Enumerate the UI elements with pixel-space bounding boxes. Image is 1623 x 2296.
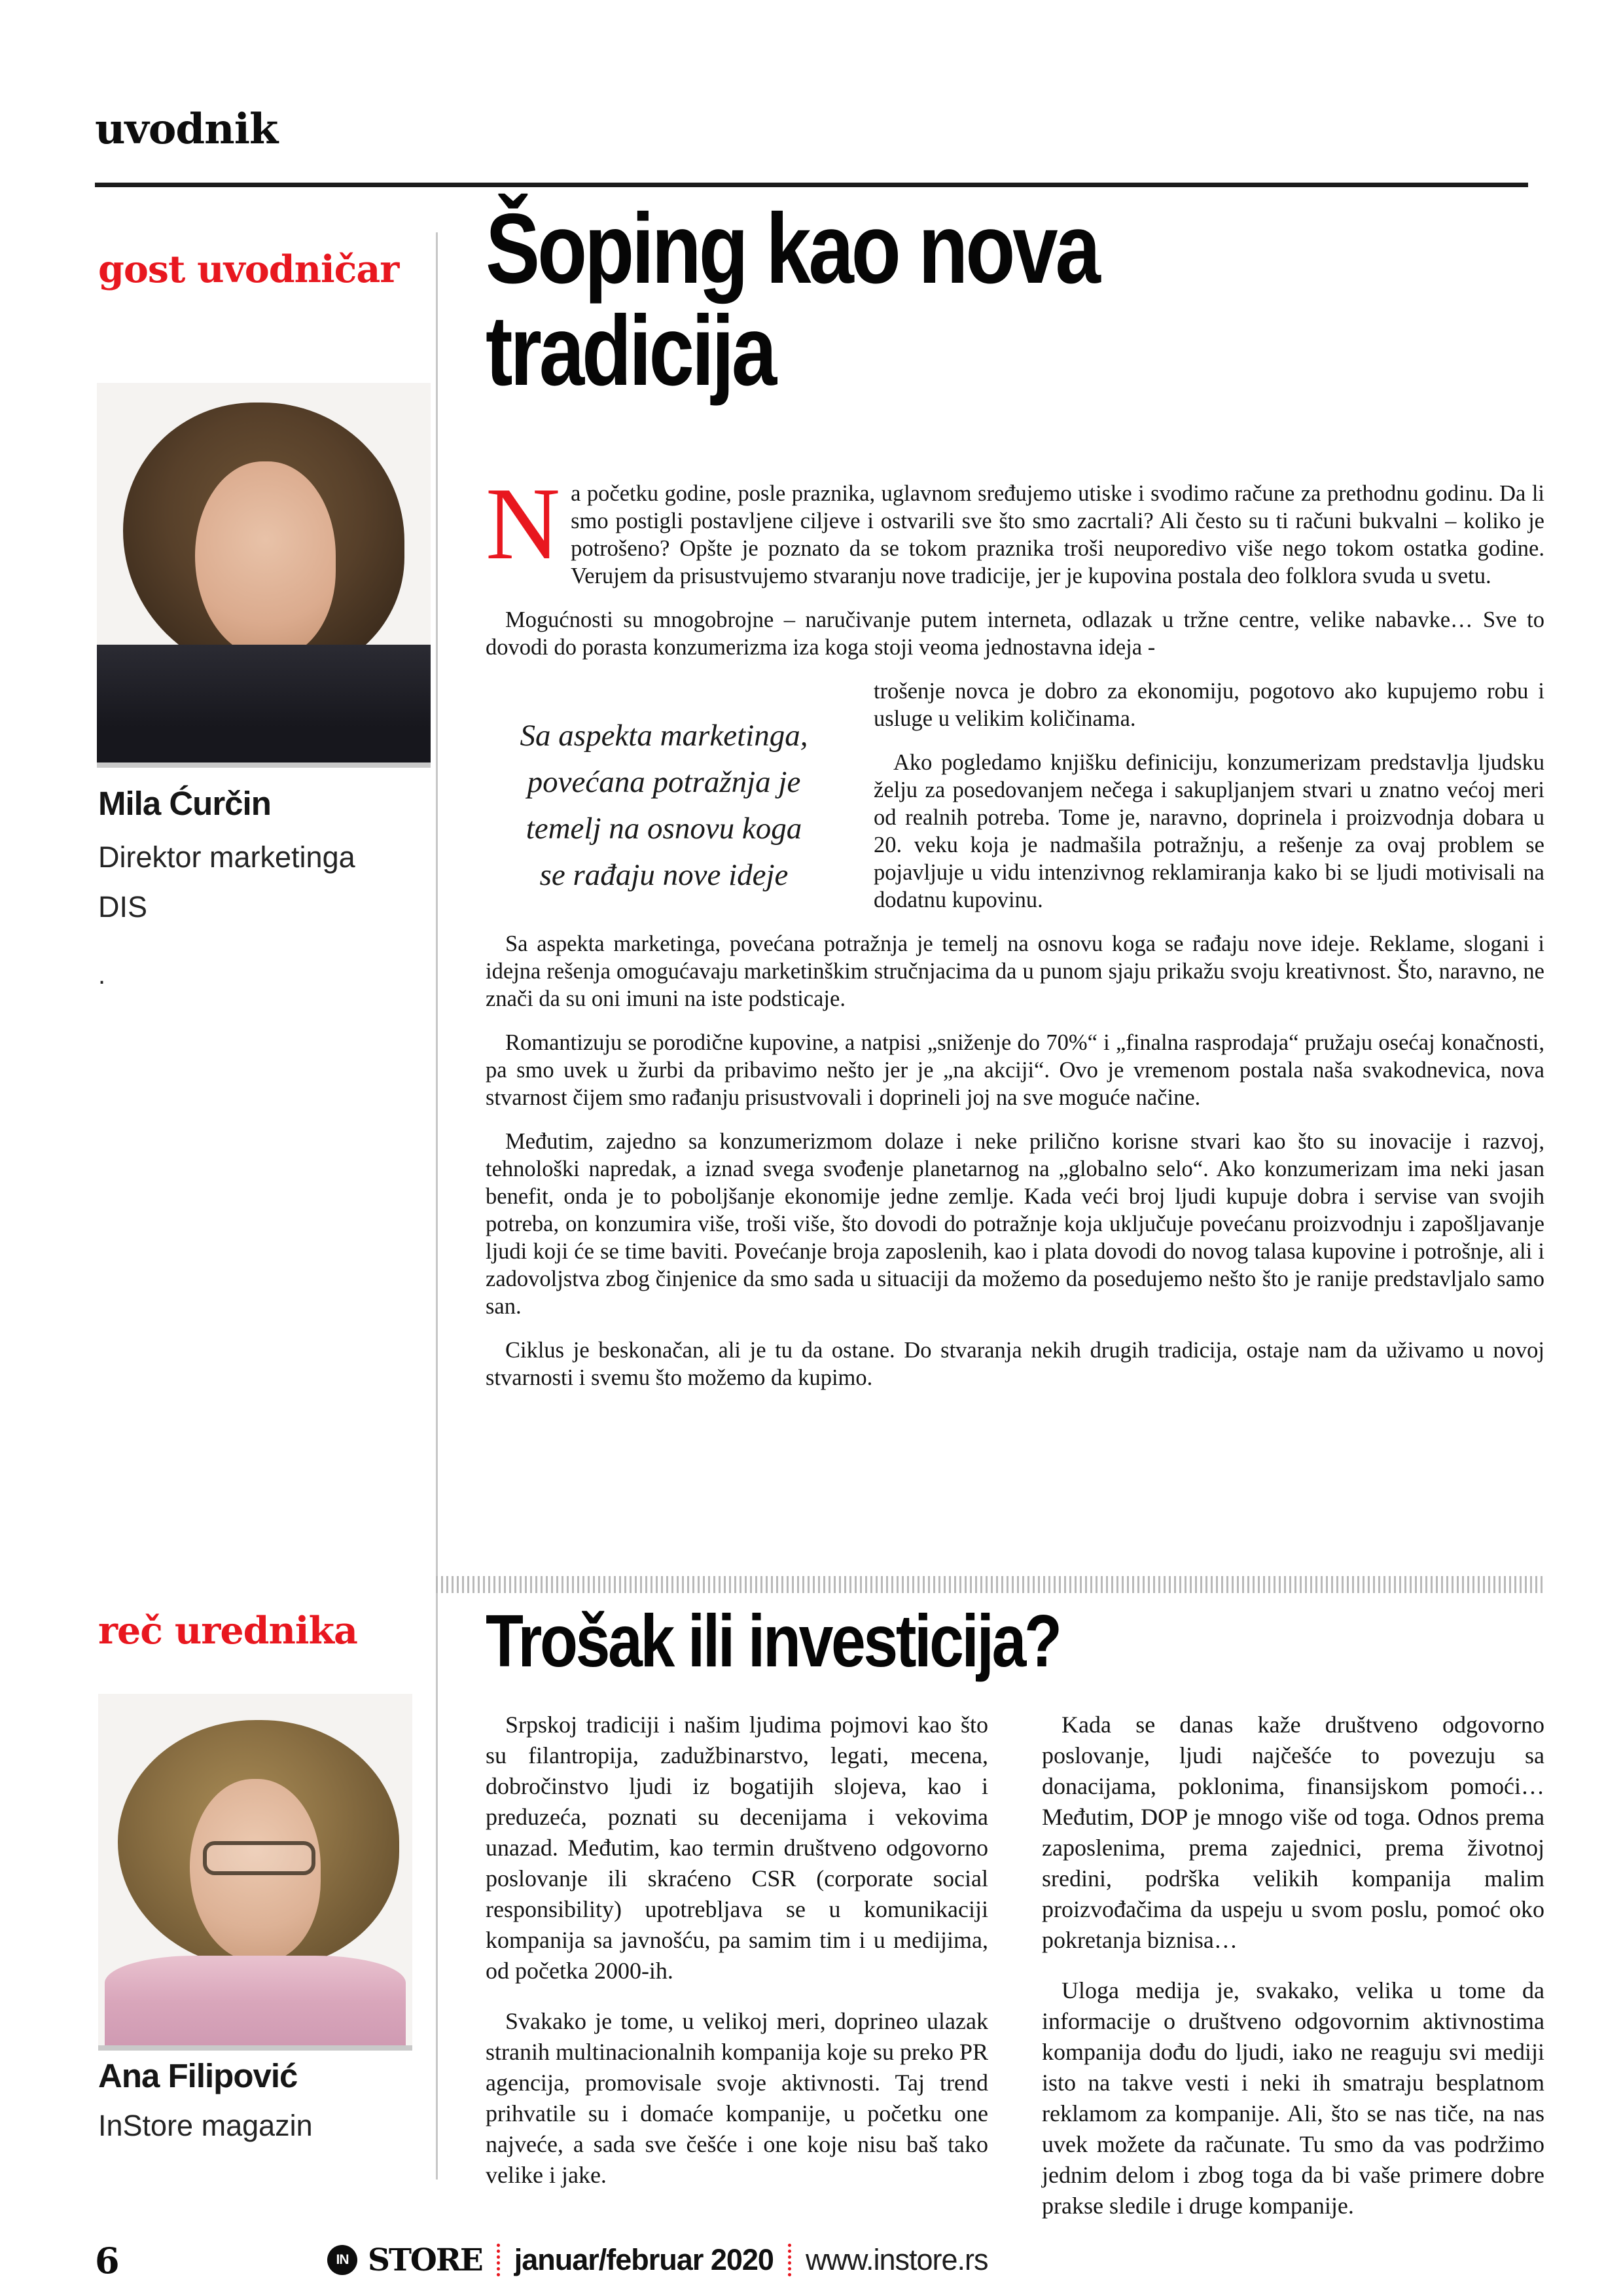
- headline-line2: tradicija: [486, 295, 775, 406]
- pull-quote: [486, 689, 842, 899]
- section-label: uvodnik: [95, 105, 278, 154]
- page-number: 6: [95, 2240, 120, 2282]
- paragraph: Mogućnosti su mnogobrojne – naručivanje putem interneta, odlazak u tržne centre, velike nabavke… Sve to dovodi do porasta konzumerizma iza koga stoji veoma jednostavna ideja -: [486, 607, 1544, 660]
- paragraph: Srpskoj tradiciji i našim ljudima pojmovi kao što su filantropija, zadužbinarstvo, legati, mecena, dobročinstvo ljudi iz bogatijih slojeva, kao i preduzeća, poznati su decenijama i vekovima unazad. Međutim, kao termin društveno odgovorno poslovanje ili skraćeno CSR (corporate social responsibility) upotrebljava se u komunikaciji kompanija sa javnošću, pa samim tim i u medijima, od početka 2000-ih.: [486, 1712, 988, 1984]
- portrait-glasses-shape: [203, 1841, 315, 1875]
- guest-editor-label: gost uvodničar: [98, 247, 399, 291]
- article2-body: [486, 1710, 1544, 2226]
- pull-quote-line: se rađaju nove ideje: [539, 858, 789, 892]
- paragraph: Uloga medija je, svakako, velika u tome da informacije o društveno odgovornim aktivnostima kompanija dođu do ljudi, iako ne reaguju svi mediji isto na takve vesti i neki ih smatraju besplatnom reklamom za kompanije. Ali, što se nas tiče, na nas uvek možete da računate. Tu smo da vas podržimo jednim delom i zbog toga da bi vaše primere dobre prakse sledile i druge kompanije.: [1042, 1977, 1544, 2219]
- dotted-divider-icon: [497, 2244, 500, 2276]
- pull-quote-line: Sa aspekta marketinga,: [520, 719, 808, 753]
- guest-note-dot: .: [98, 961, 106, 990]
- editor-organization: InStore magazin: [98, 2109, 313, 2142]
- paragraph: Svakako je tome, u velikoj meri, doprineo ulazak stranih multinacionalnih kompanija koje su preko PR agencija, promovisale svoje aktivnosti. Taj trend prihvatile su i domaće kompanije, u početku one najveće, a sada sve češće i one koje nisu baš tako velike i jake.: [486, 2008, 988, 2188]
- column-divider: [436, 232, 438, 2179]
- store-logo-text: STORE: [368, 2242, 482, 2278]
- paragraph-text: a početku godine, posle praznika, uglavnom sređujemo utiske i svodimo račune za prethodnu godinu. Da li smo postigli postavljene ciljeve i ostvarili sve što smo zacrtali? Ali često su ti računi bukvalni – koliko je potrošeno? Opšte je poznato da se tokom praznika troši neuporedivo više nego tokom ostatka godine. Verujem da prisustvujemo stvaranju nove tradicije, jer je kupovina postala deo folklora svuda u svetu.: [571, 481, 1544, 588]
- guest-role: Direktor marketinga: [98, 840, 355, 874]
- instore-logo-icon: IN: [327, 2245, 357, 2275]
- paragraph: [486, 467, 1544, 590]
- header-rule: [95, 183, 1528, 187]
- paragraph: Ciklus je beskonačan, ali je tu da ostane. Do stvaranja nekih drugih tradicija, ostaje nam da uživamo u novoj stvarnosti i svemu što možemo da kupimo.: [486, 1338, 1544, 1390]
- article2-headline: Trošak ili investicija?: [486, 1600, 1060, 1682]
- paragraph: Kada se danas kaže društveno odgovorno poslovanje, ljudi najčešće to povezuju sa donacijama, poklonima, finansijskom pomoći… Međutim, DOP je mnogo više od toga. Odnos prema zaposlenima, prema zajednici, prema životnoj sredini, podrška velikih kompanija malim proizvođačima da uspeju u svom poslu, pomoć oko pokretanja biznisa…: [1042, 1712, 1544, 1953]
- paragraph: Sa aspekta marketinga, povećana potražnja je temelj na osnovu koga se rađaju nove ideje. Reklame, slogani i idejna rešenja omogućavaju marketinškim stručnjacima da u punom sjaju prikažu svoju kreativnost. Što, naravno, ne znači da su oni imuni na iste podsticaje.: [486, 931, 1544, 1011]
- guest-name: Mila Ćurčin: [98, 785, 271, 822]
- portrait-clothing-shape: [97, 645, 431, 762]
- portrait-face-shape: [195, 461, 336, 658]
- paragraph: trošenje novca je dobro za ekonomiju, pogotovo ako kupujemo robu i usluge u velikim količinama.: [874, 679, 1544, 731]
- portrait-scarf-shape: [105, 1956, 406, 2047]
- paragraph: Ako pogledamo knjišku definiciju, konzumerizam predstavlja ljudsku želju za posedovanjem nečega i sakupljanjem stvari u znatno većoj meri od realnih potreba. Tome je, naravno, doprinela i proizvodnja dobara u 20. veku koja je nadmašila potražnju, a rešenje za ovaj problem se pojavljuje u vidu intenzivnog reklamiranja kako bi se ljudi motivisali na dodatnu kupovinu.: [874, 750, 1544, 912]
- drop-cap: N: [486, 467, 561, 581]
- article1-headline: [486, 193, 1098, 406]
- paragraph: Međutim, zajedno sa konzumerizmom dolaze i neke prilično korisne stvari kao što su inovacije i razvoj, tehnološki napredak, a iznad svega svođenje planetarnog na „globalno selo“. Ako konzumerizam ima neki jasan benefit, onda je to poboljšanje ekonomije jedne zemlje. Kada veći broj ljudi kupuje dobra i servise van svojih potreba, on konzumira više, troši više, što dovodi do potražnje koja uključuje povećanu proizvodnju i zapošljavanje ljudi koji će se time baviti. Povećanje broja zaposlenih, kao i plata dovodi do novog talasa kupovine i potrošnje, ali i zadovoljstva zbog činjenice da smo sada u situaciji da možemo da posedujemo nešto što je ranije predstavljalo samo san.: [486, 1129, 1544, 1319]
- editor-portrait-photo: [98, 1694, 412, 2051]
- editor-word-label: reč urednika: [98, 1609, 357, 1653]
- paragraph: Romantizuju se porodične kupovine, a natpisi „sniženje do 70%“ i „finalna rasprodaja“ pružaju osećaj konačnosti, pa smo uvek u žurbi da pribavimo nešto jer je „na akciji“. Ovo je vremenom postala naša svakodnevica, nova stvarnost čijem smo rađanju prisustvovali i doprineli joj na sve moguće načine.: [486, 1030, 1544, 1110]
- guest-organization: DIS: [98, 890, 148, 924]
- quote-flow: [486, 677, 1544, 914]
- footer: [327, 2240, 988, 2280]
- headline-line1: Šoping kao nova: [486, 193, 1098, 304]
- guest-portrait-photo: [97, 383, 431, 768]
- editor-name: Ana Filipović: [98, 2057, 298, 2094]
- issue-date: januar/februar 2020: [514, 2243, 774, 2276]
- article1-body: [486, 467, 1544, 1408]
- dotted-divider-icon: [788, 2244, 791, 2276]
- striped-section-divider: [436, 1576, 1544, 1593]
- pull-quote-line: temelj na osnovu koga: [526, 812, 802, 846]
- website-url: www.instore.rs: [805, 2243, 988, 2276]
- pull-quote-line: povećana potražnja je: [527, 765, 801, 799]
